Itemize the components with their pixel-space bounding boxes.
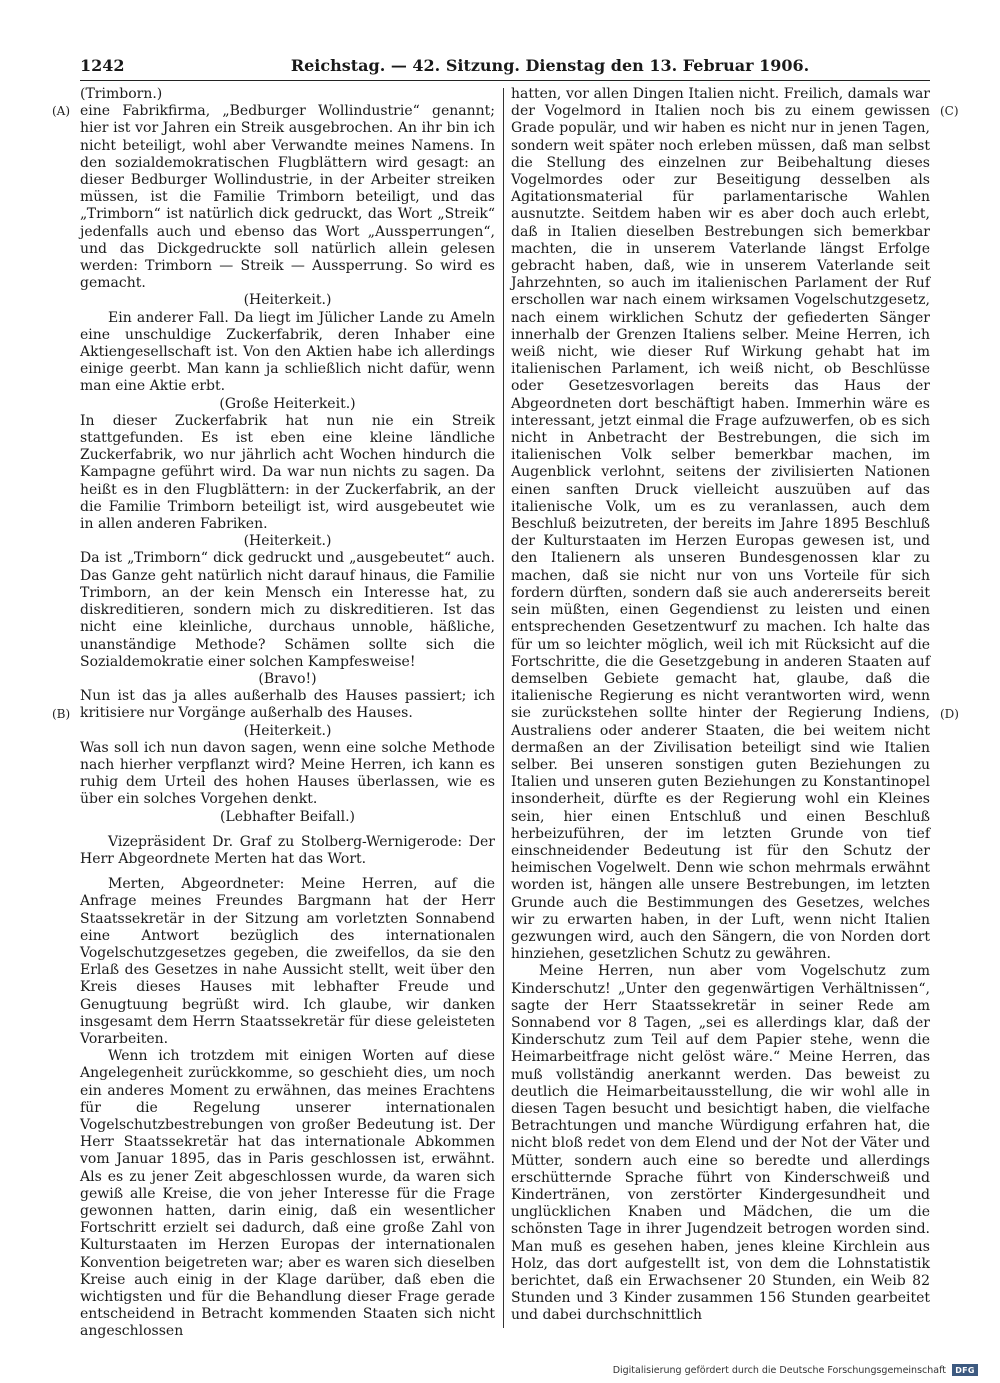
interjection: (Heiterkeit.) [243,722,332,739]
interjection: (Bravo!) [258,670,317,687]
margin-marker-b: (B) [52,707,71,721]
dfg-logo: DFG [952,1364,978,1376]
paragraph: (Trimborn.) [80,86,163,102]
interjection: (Große Heiterkeit.) [219,395,356,412]
right-column [511,86,930,1326]
paragraph: Wenn ich trotzdem mit einigen Worten auf diese Angelegenheit zurückkomme, so geschieht dies, um noch ein anderes Moment zu erwähnen, das meines Erachtens für die Regelung unserer internationalen Vogelschutzbestrebungen von großer Bedeutung ist. Der Herr Staatssekretär hat das internationale Abkommen vom Januar 1895, das in Paris geschlossen ist, erwähnt. Als es zu jener Zeit abgeschlossen wurde, da waren sich gewiß alle Kreise, die von jeher Interesse für die Frage gewonnen hatten, darin einig, daß ein wesentlicher Fortschritt erzielt sei dadurch, daß eine große Zahl von Kulturstaaten im Herzen Europas der internationalen Konvention beigetreten war; aber es waren sich dieselben Kreise auch einig in der Klage darüber, daß eben die wichtigsten und für die Behandlung dieser Frage gerade entscheidend in Betracht kommenden Staaten sich nicht angeschlossen [80,1048,495,1340]
speaker-paragraph: Merten, Abgeordneter: Meine Herren, auf die Anfrage meines Freundes Bargmann hat der Herr Staatssekretär in der Sitzung am vorletzten Sonnabend eine Antwort bezüglich des internationalen Vogelschutzgesetzes gegeben, die zweifellos, da sie den Erlaß des Gesetzes in nahe Aussicht stellt, weit über den Kreis dieses Hauses mit lebhafter Freude und Genugtuung begrüßt wird. Ich glaube, wir danken insgesamt dem Herrn Staatssekretär für diese geleisteten Vorarbeiten. [80,876,495,1047]
speaker-paragraph: Vizepräsident Dr. Graf zu Stolberg-Wernigerode: Der Herr Abgeordnete Merten hat das Wort. [80,833,495,867]
interjection: (Heiterkeit.) [243,533,332,550]
page-title: Reichstag. — 42. Sitzung. Dienstag den 13. Februar 1906. [290,56,810,75]
column-divider [503,88,504,1328]
header-rule [80,80,930,81]
digitization-footer [613,1363,978,1377]
interjection: (Lebhafter Beifall.) [219,808,356,825]
paragraph: In dieser Zuckerfabrik hat nun nie ein Streik stattgefunden. Es ist eben eine kleine ländliche Zuckerfabrik, wo nur jährlich acht Wochen hindurch die Kampagne geführt wird. Da war nun nichts zu sagen. Da heißt es in den Flugblättern: in der Zuckerfabrik, an der die Familie Trimborn beteiligt ist, wird ausgebeutet wie in allen anderen Fabriken. [80,412,495,533]
paragraph: eine Fabrikfirma, „Bedburger Wollindustrie“ genannt; hier ist vor Jahren ein Streik ausgebrochen. An ihr bin ich nicht beteiligt, wohl aber Verwandte meines Namens. In den sozialdemokratischen Flugblättern wird gesagt: an dieser Bedburger Wollindustrie, in der Arbeiter streiken müssen, ist die Familie Trimborn beteiligt, und das „Trimborn“ ist natürlich dick gedruckt, das Wort „Streik“ jedenfalls auch und ebenso das Wort „Aussperrungen“, und das Dickgedruckte soll natürlich allein gelesen werden: Trimborn — Streik — Aussperrung. So wird es gemacht. [80,103,495,292]
paragraph: hatten, vor allen Dingen Italien nicht. Freilich, damals war der Vogelmord in Italien noch bis zu einem gewissen Grade populär, und wir haben es nicht nur in jenen Tagen, sondern weit später noch erleben müssen, daß man selbst die Stellung des einzelnen zur Beibehaltung dieses Vogelmordes oder zur Beseitigung desselben als Agitationsmaterial für parlamentarische Wahlen ausnutzte. Seitdem haben wir es aber doch auch erlebt, daß in Italien dieselben Bestrebungen sich bemerkbar machten, die in unserem Vaterlande längst Erfolge gebracht haben, daß, wie in unserem Vaterlande seit Jahrzehnten, so auch im italienischen Parlament der Ruf erschollen war nach einem wirksamen Vogelschutzgesetz, nach einem wirklichen Schutz der gefiederten Sänger innerhalb der Grenzen Italiens selber. Meine Herren, ich weiß nicht, wie dieser Ruf Wirkung gehabt hat im italienischen Parlament, ich weiß nicht, ob Beschlüsse oder Gesetzesvorlagen bereits das Haus der Abgeordneten dort beschäftigt haben. Immerhin wäre es interessant, jetzt einmal die Frage aufzuwerfen, ob es sich nicht in Anbetracht der Bestrebungen, die sich im italienischen Volk selber bemerkbar machen, im Augenblick verlohnt, seitens der zivilisierten Nationen einen sanften Druck vielleicht auszuüben auf das italienische Volk, um es zu veranlassen, auch dem Beschluß beizutreten, der bereits im Jahre 1895 Beschluß der Kulturstaaten im Herzen Europas gewesen ist, und den Italienern als unseren Bundesgenossen klar zu machen, daß sie nicht nur von uns Vorteile für sich fordern dürften, sondern daß sie auch andererseits bereit sein müßten, einen Gegendienst zu leisten und einen entsprechenden Gesetzentwurf zu machen. Ich halte das für um so leichter möglich, weil ich mit Rücksicht auf die Fortschritte, die die Gesetzgebung in anderen Staaten auf demselben Gebiete gemacht hat, glaube, daß die italienische Regierung es nicht verantworten wird, wenn sie zurückstehen sollte hinter der Regierung Indiens, Australiens oder anderer Staaten, die bei weitem nicht dermaßen an der Zivilisation beteiligt sind wie Italien selber. Bei unseren sonstigen guten Beziehungen zu Italien und unseren guten Beziehungen zu Konstantinopel insonderheit, dürfte es der Regierung wohl ein Kleines sein, hier einen Entschluß und einen Beschluß herbeizuführen, der im letzten Grunde von tief einschneidender Bedeutung ist für den Schutz der heimischen Vogelwelt. Denn wie schon mehrmals erwähnt worden ist, hängen alle unsere Bestrebungen, im letzten Grunde auch die Bestimmungen des Gesetzes, welches wir zu erwarten haben, in der Luft, wenn nicht Italien gezwungen wird, auch den Sängern, die von Norden dort hinziehen, gesetzlichen Schutz zu gewähren. [511,86,930,963]
margin-marker-c: (C) [940,104,959,118]
page-header [80,52,930,80]
footer-text: Digitalisierung gefördert durch die Deutsche Forschungsgemeinschaft [612,1364,946,1376]
margin-marker-d: (D) [940,707,959,721]
paragraph: Meine Herren, nun aber vom Vogelschutz zum Kinderschutz! „Unter den gegenwärtigen Verhältnissen“, sagte der Herr Staatssekretär in seiner Rede am Sonnabend vor 8 Tagen, „sei es allerdings klar, daß der Kinderschutz zum Teil auf dem Papier stehe, wenn die Heimarbeitfrage nicht gelöst wäre.“ Meine Herren, das muß vollständig anerkannt werden. Das beweist zu deutlich die Heimarbeitausstellung, die wir wohl alle in diesen Tagen besucht und besichtigt haben, die vielfache Betrachtungen und manche Würdigung erfahren hat, die nicht bloß redet von dem Elend und der Not der Väter und Mütter, sondern auch eine so beredte und allerdings erschütternde Sprache führt von Kinderschweiß und Kindertränen, von zerstörter Kindergesundheit und unglücklichen Knaben und Mädchen, die um die schönsten Tage in ihrer Jugendzeit betrogen worden sind. Man muß es gesehen haben, jenes kleine Kirchlein aus Holz, das dort aufgestellt ist, von dem die Lohnstatistik berichtet, daß ein Erwachsener 20 Stunden, ein Weib 82 Stunden und 3 Kinder zusammen 156 Stunden gearbeitet und dabei durchschnittlich [511,963,930,1324]
left-column [80,86,495,1340]
margin-marker-a: (A) [52,104,71,118]
paragraph: Ein anderer Fall. Da liegt im Jülicher Lande zu Ameln eine unschuldige Zuckerfabrik, deren Inhaber eine Aktiengesellschaft ist. Von den Aktien habe ich allerdings einige geerbt. Man kann ja schließlich nicht dafür, wenn man eine Aktie erbt. [80,309,495,395]
interjection: (Heiterkeit.) [243,292,332,309]
paragraph: Nun ist das ja alles außerhalb des Hauses passiert; ich kritisiere nur Vorgänge außerhalb des Hauses. [80,688,495,722]
page-number: 1242 [80,56,125,75]
paragraph: Da ist „Trimborn“ dick gedruckt und „ausgebeutet“ auch. Das Ganze geht natürlich nicht darauf hinaus, die Familie Trimborn, an der kein Mensch ein Interesse hat, zu diskreditieren, sondern mich zu diskreditieren. Ist das nicht eine kleinliche, durchaus unnoble, häßliche, unanständige Methode? Schämen sollte sich die Sozialdemokratie einer solchen Kampfesweise! [80,550,495,670]
paragraph: Was soll ich nun davon sagen, wenn eine solche Methode nach hierher verpflanzt wird? Meine Herren, ich kann es ruhig dem Urteil des hohen Hauses überlassen, wie es über ein solches Vorgehen denkt. [80,739,495,808]
